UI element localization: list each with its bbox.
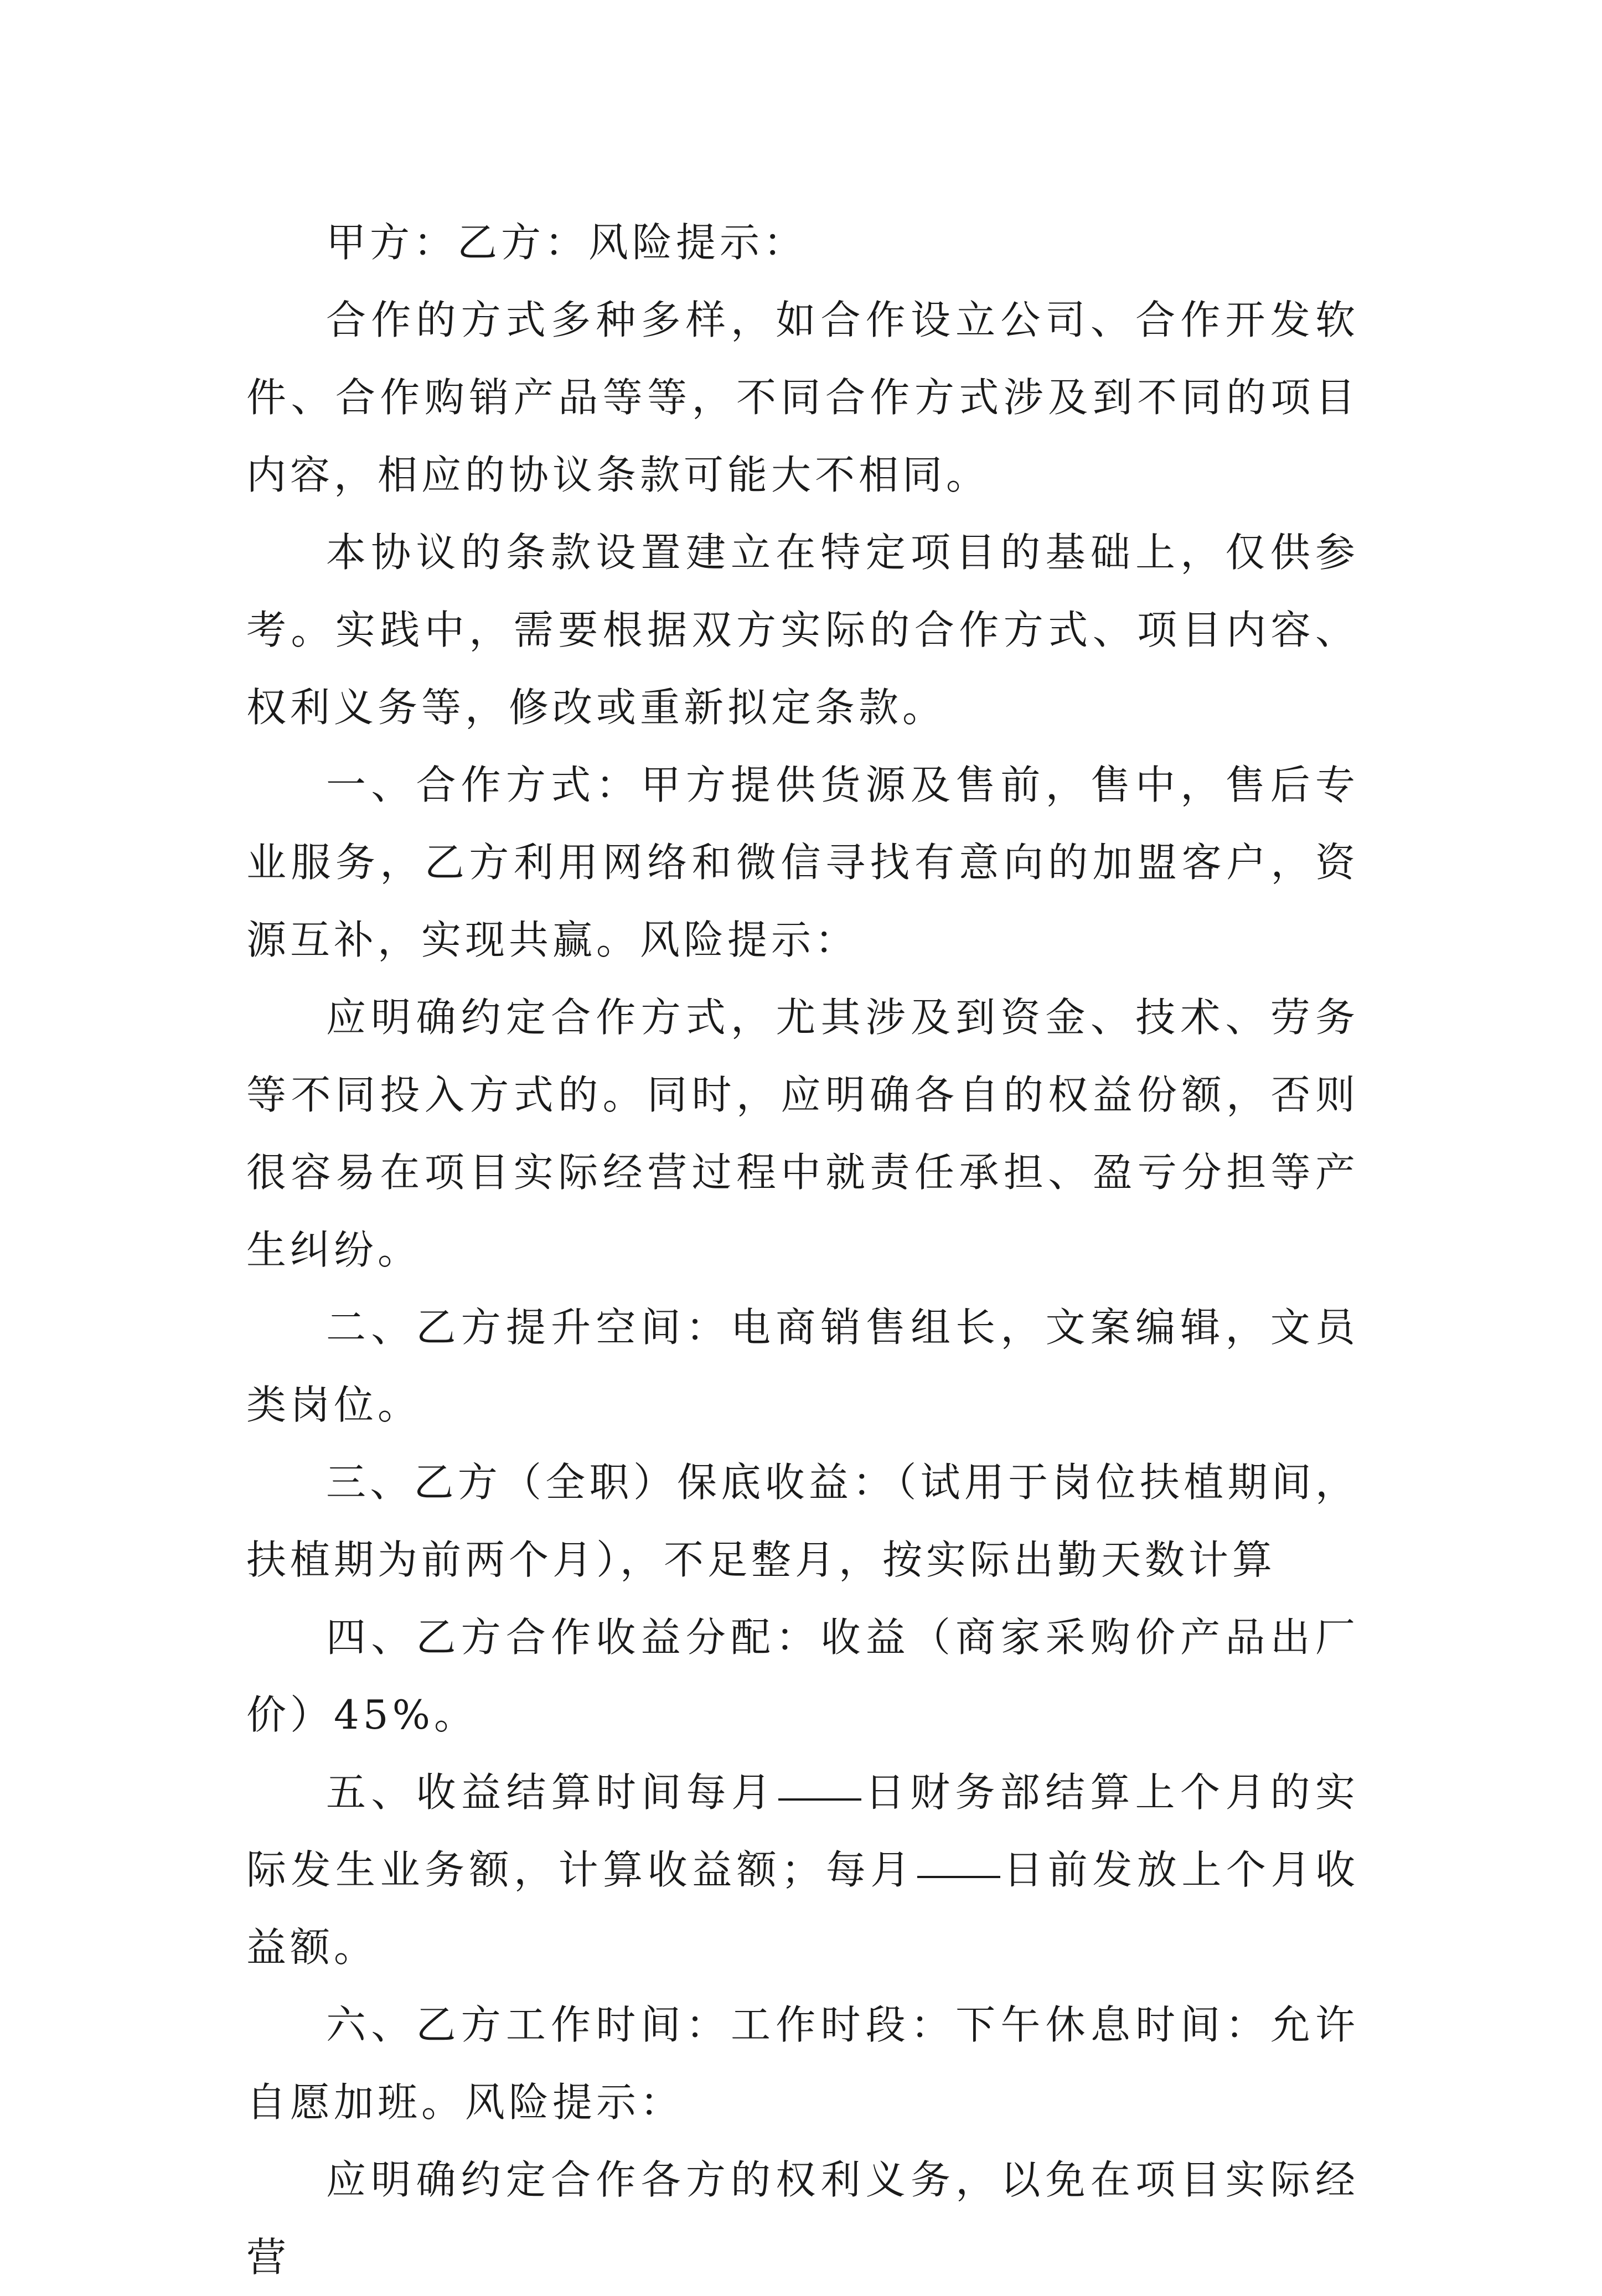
paragraph-cooperation-forms: 合作的方式多种多样，如合作设立公司、合作开发软件、合作购销产品等等，不同合作方式涉及到不同的项目内容，相应的协议条款可能大不相同。 [246, 297, 1359, 498]
settlement-day-blank[interactable] [778, 1798, 861, 1801]
paragraph-clause-5 [246, 1754, 1359, 1986]
clause-5-part-b: 日财务部结算上个月的实际发生业务额，计算收益额；每月 [246, 1769, 1359, 1893]
document-body [246, 204, 1359, 2296]
paragraph-risk-note-2: 应明确约定合作各方的权利义务，以免在项目实际经营 [246, 2157, 1359, 2281]
paragraph-clause-1: 一、合作方式：甲方提供货源及售前，售中，售后专业服务，乙方利用网络和微信寻找有意向的加盟客户，资源互补，实现共赢。风险提示： [246, 762, 1359, 963]
paragraph-reference-note: 本协议的条款设置建立在特定项目的基础上，仅供参考。实践中，需要根据双方实际的合作方式、项目内容、权利义务等，修改或重新拟定条款。 [246, 529, 1359, 731]
paragraph-clause-3: 三、乙方（全职）保底收益：（试用于岗位扶植期间，扶植期为前两个月），不足整月，按实际出勤天数计算 [246, 1459, 1359, 1583]
paragraph-parties: 甲方：乙方：风险提示： [326, 219, 808, 266]
paragraph-clause-2: 二、乙方提升空间：电商销售组长，文案编辑，文员类岗位。 [246, 1304, 1359, 1428]
paragraph-risk-note-1: 应明确约定合作方式，尤其涉及到资金、技术、劳务等不同投入方式的。同时，应明确各自的权益份额，否则很容易在项目实际经营过程中就责任承担、盈亏分担等产生纠纷。 [246, 994, 1359, 1273]
paragraph-clause-4: 四、乙方合作收益分配：收益（商家采购价产品出厂价）45%。 [246, 1614, 1359, 1738]
payout-day-blank[interactable] [917, 1875, 1000, 1878]
clause-5-part-c: 日前发放上个月收益额。 [246, 1847, 1359, 1971]
paragraph-clause-6: 六、乙方工作时间：工作时段：下午休息时间：允许自愿加班。风险提示： [246, 2002, 1359, 2126]
clause-5-part-a: 五、收益结算时间每月 [326, 1769, 777, 1816]
